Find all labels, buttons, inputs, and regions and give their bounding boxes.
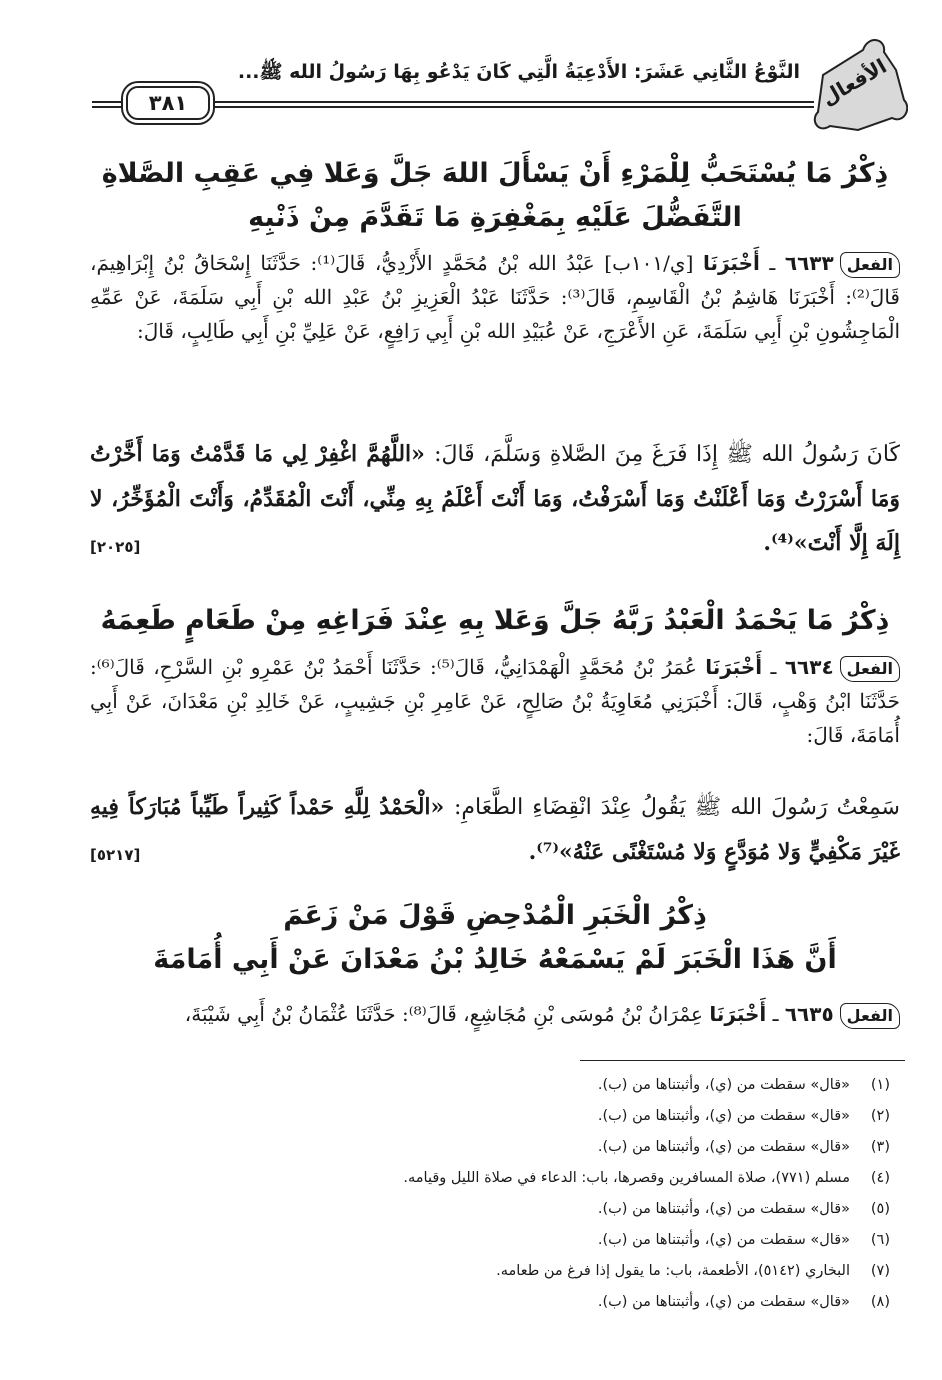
footnote bbox=[150, 1132, 890, 1163]
hadith-matn bbox=[90, 432, 900, 565]
isnad-text: [ي/١٠١ب] عَبْدُ الله بْنُ مُحَمَّدٍ الأَزْدِيُّ، قَالَ⁽¹⁾: حَدَّثَنَا إِسْحَاقُ بْنُ إِبْرَاهِيمَ، قَالَ⁽²⁾: أَخْبَرَنَا هَاشِمُ بْنُ الْقَاسِمِ، قَالَ⁽³⁾: حَدَّثَنَا عَبْدُ الْعَزِيزِ بْنُ عَبْدِ الله بْنِ أَبِي سَلَمَةَ، عَنْ عَمِّهِ الْمَاجِشُونِ بْنِ أَبِي سَلَمَةَ، عَنِ الأَعْرَجِ، عَنْ عُبَيْدِ الله بْنِ أَبِي رَافِعٍ، عَنْ عَلِيِّ بْنِ أَبِي طَالِبٍ، قَالَ: bbox=[90, 251, 900, 343]
hadith-type-badge: الفعل bbox=[840, 252, 900, 278]
footnote bbox=[150, 1163, 890, 1194]
reference-number: [٢٠٢٥] bbox=[90, 538, 141, 556]
chapter-heading-line: ذِكْرُ الْخَبَرِ الْمُدْحِضِ قَوْلَ مَنْ زَعَمَ bbox=[283, 900, 707, 931]
header-rule bbox=[214, 106, 814, 108]
hadith-isnad: الفعل٦٦٣٣ ـ أَخْبَرَنَا [ي/١٠١ب] عَبْدُ الله بْنُ مُحَمَّدٍ الأَزْدِيُّ، قَالَ⁽¹⁾: حَدَّثَنَا إِسْحَاقُ بْنُ إِبْرَاهِيمَ، قَالَ⁽²⁾: أَخْبَرَنَا هَاشِمُ بْنُ الْقَاسِمِ، قَالَ⁽³⁾: حَدَّثَنَا عَبْدُ الْعَزِيزِ بْنُ عَبْدِ الله بْنِ أَبِي سَلَمَةَ، عَنْ عَمِّهِ الْمَاجِشُونِ بْنِ أَبِي سَلَمَةَ، عَنِ الأَعْرَجِ، عَنْ عُبَيْدِ الله بْنِ أَبِي رَافِعٍ، عَنْ عَلِيِّ بْنِ أَبِي طَالِبٍ، قَالَ: bbox=[90, 251, 900, 343]
footnote bbox=[150, 1287, 890, 1318]
header-rule bbox=[214, 101, 814, 103]
matn-intro: كَانَ رَسُولُ الله ﷺ إِذَا فَرَغَ مِنَ الصَّلاةِ وَسَلَّمَ، قَالَ: bbox=[434, 442, 901, 467]
footnote-number: (٢) bbox=[870, 1108, 890, 1124]
footnote-text: «قال» سقطت من (ي)، وأثبتناها من (ب). bbox=[597, 1201, 850, 1217]
footnote-number: (٤) bbox=[870, 1170, 890, 1186]
footnote bbox=[150, 1194, 890, 1225]
hadith-type-badge: الفعل bbox=[840, 1003, 900, 1029]
hadith-matn bbox=[90, 785, 900, 874]
footnote-number: (٣) bbox=[870, 1139, 890, 1155]
footnote-text: «قال» سقطت من (ي)، وأثبتناها من (ب). bbox=[597, 1077, 850, 1093]
hadith-type-badge: الفعل bbox=[840, 656, 900, 682]
matn-text: «اللَّهُمَّ اغْفِرْ لِي مَا قَدَّمْتُ وَمَا أَخَّرْتُ وَمَا أَسْرَرْتُ وَمَا أَعْلَنْتُ وَمَا أَسْرَفْتُ، وَمَا أَنْتَ أَعْلَمُ بِهِ مِنِّي، أَنْتَ الْمُقَدِّمُ، وَأَنْتَ الْمُؤَخِّرُ، لا إِلَهَ إِلَّا أَنْتَ»⁽⁴⁾. bbox=[90, 441, 900, 556]
running-title: النَّوْعُ الثَّانِي عَشَرَ: الأَدْعِيَةُ الَّتِي كَانَ يَدْعُو بِهَا رَسُولُ الله ﷺ... bbox=[237, 61, 800, 83]
footnote-number: (٨) bbox=[870, 1294, 890, 1310]
footnote bbox=[150, 1225, 890, 1256]
header-rule bbox=[92, 101, 122, 103]
footnote bbox=[150, 1256, 890, 1287]
footnote-number: (١) bbox=[870, 1077, 890, 1093]
page-number: ٣٨١ bbox=[126, 86, 210, 120]
footnote-number: (٧) bbox=[870, 1263, 890, 1279]
ikhbar-word: أَخْبَرَنَا bbox=[709, 1002, 767, 1026]
ikhbar-word: أَخْبَرَنَا bbox=[702, 251, 760, 275]
chapter-heading-line: أَنَّ هَذَا الْخَبَرَ لَمْ يَسْمَعْهُ خَالِدُ بْنُ مَعْدَانَ عَنْ أَبِي أُمَامَةَ bbox=[153, 944, 837, 975]
hadith-isnad: الفعل٦٦٣٥ ـ أَخْبَرَنَا عِمْرَانُ بْنُ مُوسَى بْنِ مُجَاشِعٍ، قَالَ⁽⁸⁾: حَدَّثَنَا عُثْمَانُ بْنُ أَبِي شَيْبَةَ، bbox=[90, 997, 900, 1031]
footnote bbox=[150, 1101, 890, 1132]
hadith-number: ٦٦٣٤ bbox=[784, 655, 834, 679]
footnote-number: (٥) bbox=[870, 1201, 890, 1217]
matn-text: «الْحَمْدُ لِلَّهِ حَمْداً كَثِيراً طَيِّباً مُبَارَكاً فِيهِ غَيْرَ مَكْفِيٍّ وَلا مُوَدَّعٍ وَلا مُسْتَغْنًى عَنْهُ»⁽⁷⁾. bbox=[90, 794, 900, 865]
footnote-number: (٦) bbox=[870, 1232, 890, 1248]
footnote-text: «قال» سقطت من (ي)، وأثبتناها من (ب). bbox=[597, 1232, 850, 1248]
header-rule bbox=[92, 106, 122, 108]
hadith-number: ٦٦٣٣ bbox=[784, 251, 834, 275]
footnote-text: البخاري (٥١٤٢)، الأطعمة، باب: ما يقول إذا فرغ من طعامه. bbox=[496, 1263, 850, 1279]
chapter-heading-line: ذِكْرُ مَا يَحْمَدُ الْعَبْدُ رَبَّهُ جَلَّ وَعَلا بِهِ عِنْدَ فَرَاغِهِ مِنْ طَعَامٍ طَعِمَهُ bbox=[100, 605, 890, 636]
section-label: الأفعال bbox=[817, 53, 891, 111]
isnad-text: عُمَرُ بْنُ مُحَمَّدٍ الْهَمْدَانِيُّ، قَالَ⁽⁵⁾: حَدَّثَنَا أَحْمَدُ بْنُ عَمْرِو بْنِ السَّرْحِ، قَالَ⁽⁶⁾: حَدَّثَنَا ابْنُ وَهْبٍ، قَالَ: أَخْبَرَنِي مُعَاوِيَةُ بْنُ صَالِحٍ، عَنْ عَامِرِ بْنِ جَشِيبٍ، عَنْ خَالِدِ بْنِ مَعْدَانَ، عَنْ أَبِي أُمَامَةَ، قَالَ: bbox=[90, 655, 900, 747]
matn-intro: سَمِعْتُ رَسُولَ الله ﷺ يَقُولُ عِنْدَ انْقِضَاءِ الطَّعَامِ: bbox=[453, 795, 900, 820]
chapter-heading-line: التَّفَضُّلَ عَلَيْهِ بِمَغْفِرَةِ مَا تَقَدَّمَ مِنْ ذَنْبِهِ bbox=[248, 202, 742, 233]
footnote-text: مسلم (٧٧١)، صلاة المسافرين وقصرها، باب: الدعاء في صلاة الليل وقيامه. bbox=[403, 1170, 850, 1186]
ikhbar-word: أَخْبَرَنَا bbox=[705, 655, 763, 679]
chapter-heading-line: ذِكْرُ مَا يُسْتَحَبُّ لِلْمَرْءِ أَنْ يَسْأَلَ اللهَ جَلَّ وَعَلا فِي عَقِبِ الصَّلاةِ bbox=[101, 158, 889, 189]
footnote bbox=[150, 1070, 890, 1101]
footnote-rule bbox=[580, 1060, 905, 1061]
hadith-isnad: الفعل٦٦٣٤ ـ أَخْبَرَنَا عُمَرُ بْنُ مُحَمَّدٍ الْهَمْدَانِيُّ، قَالَ⁽⁵⁾: حَدَّثَنَا أَحْمَدُ بْنُ عَمْرِو بْنِ السَّرْحِ، قَالَ⁽⁶⁾: حَدَّثَنَا ابْنُ وَهْبٍ، قَالَ: أَخْبَرَنِي مُعَاوِيَةُ بْنُ صَالِحٍ، عَنْ عَامِرِ بْنِ جَشِيبٍ، عَنْ خَالِدِ بْنِ مَعْدَانَ، عَنْ أَبِي أُمَامَةَ، قَالَ: bbox=[90, 655, 900, 747]
footnote-text: «قال» سقطت من (ي)، وأثبتناها من (ب). bbox=[597, 1108, 850, 1124]
footnotes bbox=[150, 1070, 890, 1318]
footnote-text: «قال» سقطت من (ي)، وأثبتناها من (ب). bbox=[597, 1294, 850, 1310]
isnad-text: عِمْرَانُ بْنُ مُوسَى بْنِ مُجَاشِعٍ، قَالَ⁽⁸⁾: حَدَّثَنَا عُثْمَانُ بْنُ أَبِي شَيْبَةَ، bbox=[184, 1002, 703, 1026]
hadith-number: ٦٦٣٥ bbox=[784, 1002, 834, 1026]
reference-number: [٥٢١٧] bbox=[90, 846, 141, 864]
footnote-text: «قال» سقطت من (ي)، وأثبتناها من (ب). bbox=[597, 1139, 850, 1155]
